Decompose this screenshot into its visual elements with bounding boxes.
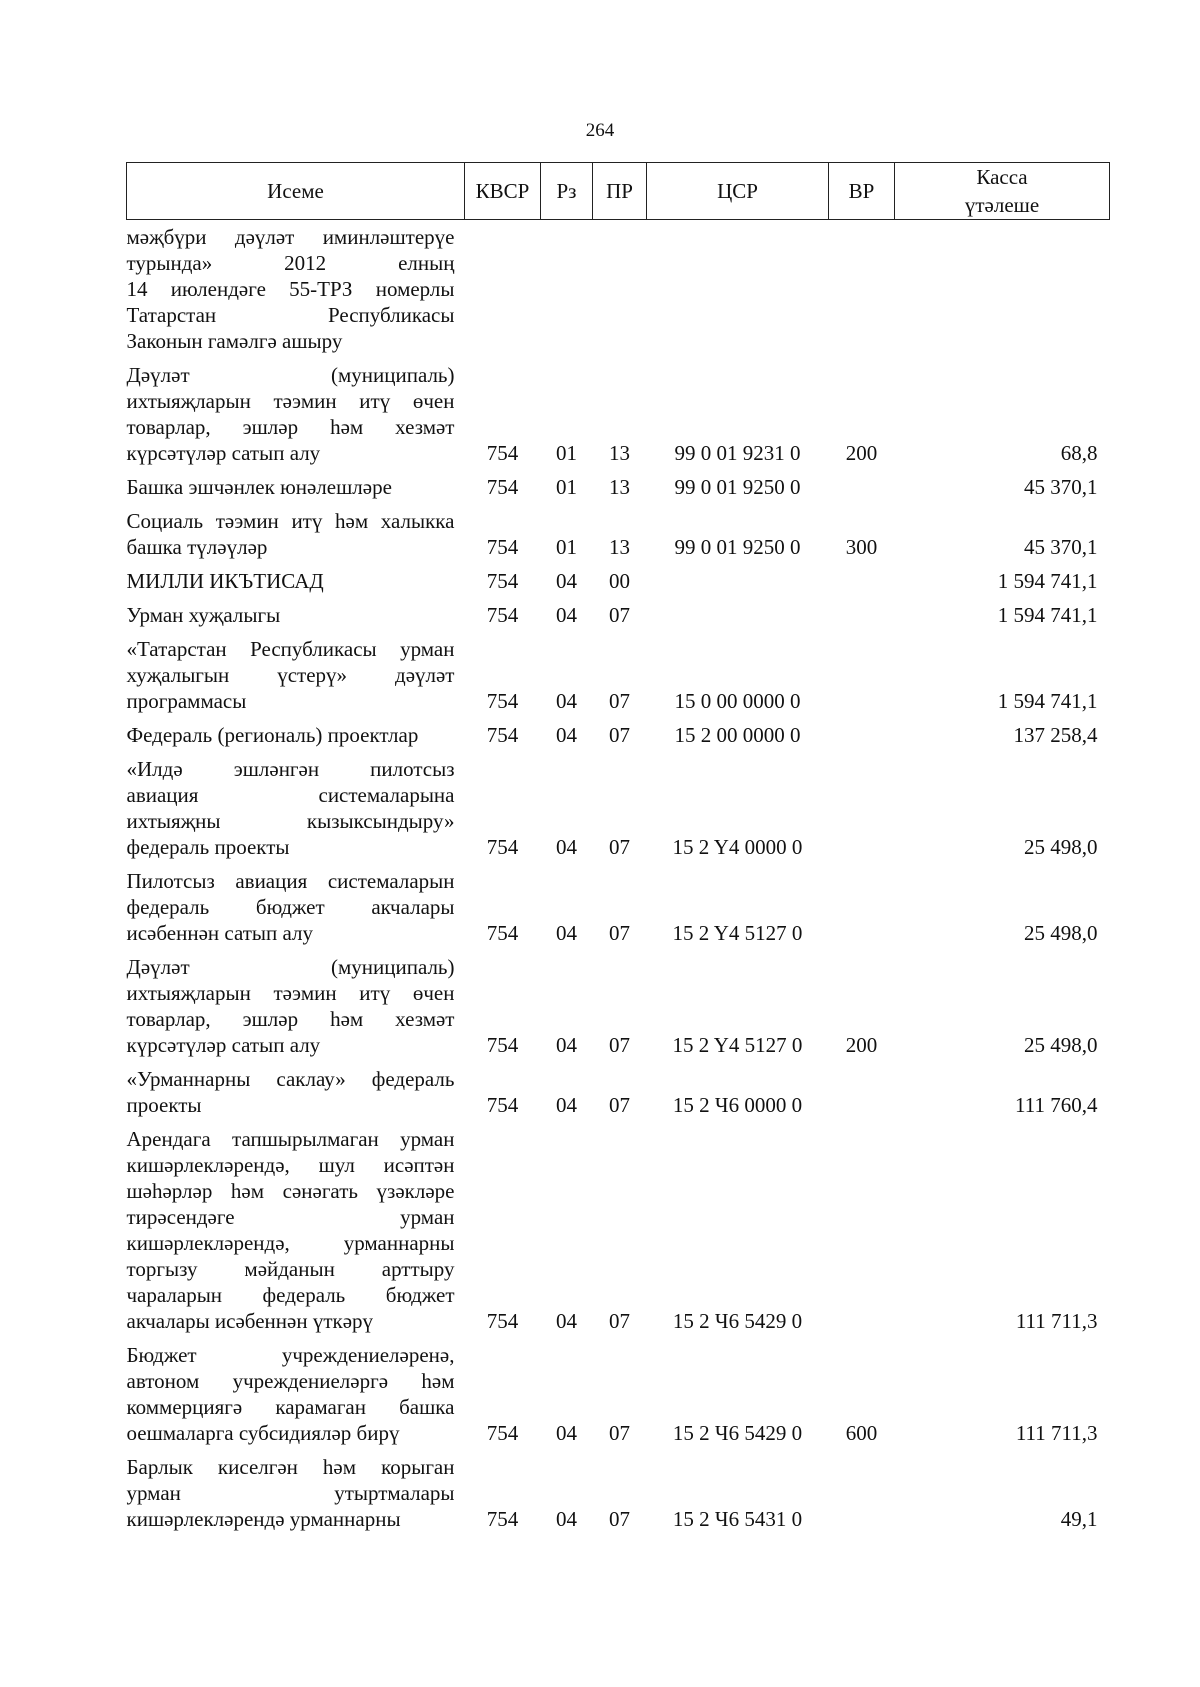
row-amount: 49,1 (1060, 1507, 1098, 1531)
row-name-line: урман утыртмалары (126, 1481, 455, 1505)
row-name-line: товарлар, эшләр һәм хезмәт (126, 1007, 455, 1031)
row-name-line: Дәүләт (муниципаль) (126, 955, 455, 979)
row-vr (829, 220, 895, 355)
row-csr: 15 2 Ч6 5429 0 (672, 1421, 803, 1445)
table-row (127, 220, 1110, 355)
row-kvsr: 754 (486, 475, 519, 499)
row-kvsr: 754 (486, 1093, 519, 1117)
row-csr: 15 0 00 0000 0 (674, 689, 801, 713)
row-kvsr: 754 (486, 1309, 519, 1333)
row-csr: 15 2 Y4 5127 0 (672, 1033, 803, 1057)
row-name (127, 560, 465, 594)
row-csr: 99 0 01 9250 0 (674, 535, 801, 559)
table-row (127, 1446, 1110, 1532)
row-vr: 600 (845, 1421, 878, 1445)
row-vr (829, 466, 895, 500)
row-rz: 04 (556, 1033, 577, 1057)
row-rz: 04 (556, 1093, 577, 1117)
row-name-line: федераль бюджет акчалары (126, 895, 455, 919)
row-name-line: мәҗбүри дәүләт иминләштерүе (126, 225, 455, 249)
row-name-line: авиация системаларына (126, 783, 455, 807)
row-vr (829, 628, 895, 714)
row-vr: 200 (845, 1033, 878, 1057)
row-name (127, 466, 465, 500)
row-rz: 04 (556, 569, 577, 593)
row-name-line: кишәрлекләрендә, шул исәптән (126, 1153, 455, 1177)
row-csr: 99 0 01 9250 0 (674, 475, 801, 499)
row-name-line: күрсәтүләр сатып алу (126, 1033, 321, 1057)
row-amount: 25 498,0 (1024, 1033, 1098, 1057)
row-name (127, 220, 465, 355)
row-kvsr: 754 (486, 535, 519, 559)
table-row (127, 628, 1110, 714)
row-name-line: федераль проекты (126, 835, 290, 859)
row-pr: 07 (609, 603, 630, 627)
row-csr (647, 220, 829, 355)
row-kvsr: 754 (486, 723, 519, 747)
row-pr: 13 (609, 535, 630, 559)
row-name-line: Урман хуҗалыгы (126, 603, 281, 627)
row-name (127, 500, 465, 560)
row-name-line: коммерциягә карамаган башка (126, 1395, 455, 1419)
row-name-line: Законын гамәлгә ашыру (126, 329, 343, 353)
row-amount: 111 711,3 (1015, 1309, 1098, 1333)
row-rz: 04 (556, 835, 577, 859)
header-amount (895, 163, 1110, 220)
row-name-line: хуҗалыгын үстерү» дәүләт (126, 663, 455, 687)
row-amount: 137 258,4 (1013, 723, 1098, 747)
header-amount-line1: Касса (976, 165, 1028, 189)
row-csr: 15 2 Ч6 5431 0 (672, 1507, 803, 1531)
table-row (127, 748, 1110, 860)
row-rz: 04 (556, 921, 577, 945)
row-name-line: акчалары исәбеннән үткәрү (126, 1309, 374, 1333)
row-pr: 07 (609, 1033, 630, 1057)
row-csr (647, 560, 829, 594)
table-row (127, 946, 1110, 1058)
row-pr (593, 220, 647, 355)
row-pr: 13 (609, 475, 630, 499)
header-name: Исеме (127, 163, 465, 220)
row-pr: 07 (609, 921, 630, 945)
header-amount-line2: үтәлеше (964, 193, 1040, 217)
table-row (127, 714, 1110, 748)
page-number: 264 (585, 120, 615, 141)
row-kvsr: 754 (486, 1507, 519, 1531)
row-name (127, 860, 465, 946)
row-name (127, 1334, 465, 1446)
row-name (127, 714, 465, 748)
row-name-line: турында» 2012 елның (126, 251, 455, 275)
row-rz: 04 (556, 1421, 577, 1445)
row-pr: 07 (609, 723, 630, 747)
row-name-line: Федераль (региональ) проектлар (126, 723, 419, 747)
row-name-line: Дәүләт (муниципаль) (126, 363, 455, 387)
row-vr: 200 (845, 441, 878, 465)
table-row (127, 1334, 1110, 1446)
row-name-line: оешмаларга субсидияләр бирү (126, 1421, 400, 1445)
row-csr: 15 2 Y4 0000 0 (672, 835, 803, 859)
header-rz: Рз (541, 163, 593, 220)
row-kvsr: 754 (486, 689, 519, 713)
row-name-line: Башка эшчәнлек юнәлешләре (126, 475, 392, 499)
row-amount: 45 370,1 (1024, 475, 1098, 499)
row-pr: 07 (609, 1093, 630, 1117)
row-rz: 04 (556, 603, 577, 627)
row-name-line: проекты (126, 1093, 202, 1117)
row-vr (829, 1118, 895, 1334)
row-rz: 04 (556, 689, 577, 713)
budget-table (126, 162, 1110, 1532)
row-name-line: тирәсендәге урман (126, 1205, 455, 1229)
row-vr (829, 860, 895, 946)
table-row (127, 1118, 1110, 1334)
row-rz: 04 (556, 723, 577, 747)
row-name-line: кишәрлекләрендә, урманнарны (126, 1231, 455, 1255)
row-name (127, 1118, 465, 1334)
row-kvsr (465, 220, 541, 355)
row-name-line: «Татарстан Республикасы урман (126, 637, 455, 661)
row-rz: 01 (556, 441, 577, 465)
row-name-line: Пилотсыз авиация системаларын (126, 869, 455, 893)
row-vr (829, 594, 895, 628)
row-rz: 01 (556, 475, 577, 499)
row-name-line: Арендага тапшырылмаган урман (126, 1127, 455, 1151)
row-kvsr: 754 (486, 603, 519, 627)
row-name (127, 748, 465, 860)
table-row (127, 466, 1110, 500)
row-name-line: кишәрлекләрендә урманнарны (126, 1507, 401, 1531)
row-vr: 300 (845, 535, 878, 559)
row-kvsr: 754 (486, 441, 519, 465)
row-pr: 07 (609, 1309, 630, 1333)
header-csr: ЦСР (647, 163, 829, 220)
row-name-line: Социаль тәэмин итү һәм халыкка (126, 509, 455, 533)
row-rz: 04 (556, 1507, 577, 1531)
table-row (127, 560, 1110, 594)
table-row (127, 860, 1110, 946)
row-vr (829, 714, 895, 748)
row-name-line: чараларын федераль бюджет (126, 1283, 455, 1307)
row-pr: 07 (609, 689, 630, 713)
header-pr: ПР (593, 163, 647, 220)
row-amount: 25 498,0 (1024, 921, 1098, 945)
row-name-line: исәбеннән сатып алу (126, 921, 314, 945)
table-row (127, 1058, 1110, 1118)
row-name-line: МИЛЛИ ИКЪТИСАД (126, 569, 324, 593)
row-kvsr: 754 (486, 921, 519, 945)
row-csr: 15 2 Ч6 5429 0 (672, 1309, 803, 1333)
row-name-line: торгызу мәйданын арттыру (126, 1257, 455, 1281)
row-name-line: башка түләүләр (126, 535, 268, 559)
row-amount: 111 711,3 (1015, 1421, 1098, 1445)
row-name (127, 628, 465, 714)
row-amount: 1 594 741,1 (997, 689, 1098, 713)
row-name (127, 354, 465, 466)
row-name-line: ихтыяҗны кызыксындыру» (126, 809, 455, 833)
row-name-line: күрсәтүләр сатып алу (126, 441, 321, 465)
row-pr: 07 (609, 1507, 630, 1531)
row-amount: 68,8 (1060, 441, 1098, 465)
row-kvsr: 754 (486, 1033, 519, 1057)
table-body (127, 220, 1110, 1533)
row-name (127, 946, 465, 1058)
header-vr: ВР (829, 163, 895, 220)
row-amount: 45 370,1 (1024, 535, 1098, 559)
row-name-line: Бюджет учреждениеләренә, (126, 1343, 455, 1367)
row-amount (895, 220, 1110, 355)
row-amount: 25 498,0 (1024, 835, 1098, 859)
table-header (127, 163, 1110, 220)
row-amount: 1 594 741,1 (997, 569, 1098, 593)
row-rz (541, 220, 593, 355)
table-row (127, 354, 1110, 466)
row-name-line: шәһәрләр һәм сәнәгать үзәкләре (126, 1179, 455, 1203)
row-name-line: ихтыяҗларын тәэмин итү өчен (126, 389, 455, 413)
row-csr (647, 594, 829, 628)
row-kvsr: 754 (486, 835, 519, 859)
row-name-line: «Урманнарны саклау» федераль (126, 1067, 455, 1091)
row-csr: 15 2 Y4 5127 0 (672, 921, 803, 945)
row-pr: 00 (609, 569, 630, 593)
row-csr: 15 2 00 0000 0 (674, 723, 801, 747)
row-name-line: «Илдә эшләнгән пилотсыз (126, 757, 455, 781)
row-name-line: Татарстан Республикасы (126, 303, 455, 327)
row-name-line: ихтыяҗларын тәэмин итү өчен (126, 981, 455, 1005)
row-amount: 1 594 741,1 (997, 603, 1098, 627)
row-vr (829, 748, 895, 860)
row-name-line: программасы (126, 689, 247, 713)
row-name-line: Барлык киселгән һәм корыган (126, 1455, 455, 1479)
row-name (127, 1058, 465, 1118)
row-rz: 04 (556, 1309, 577, 1333)
row-pr: 07 (609, 835, 630, 859)
row-name-line: автоном учреждениеләргә һәм (126, 1369, 455, 1393)
row-name (127, 1446, 465, 1532)
row-amount: 111 760,4 (1015, 1093, 1098, 1117)
table-row (127, 594, 1110, 628)
row-csr: 15 2 Ч6 0000 0 (672, 1093, 803, 1117)
row-name-line: товарлар, эшләр һәм хезмәт (126, 415, 455, 439)
row-vr (829, 560, 895, 594)
header-kvsr: КВСР (465, 163, 541, 220)
row-name-line: 14 июлендәге 55-ТРЗ номерлы (126, 277, 455, 301)
row-pr: 13 (609, 441, 630, 465)
row-pr: 07 (609, 1421, 630, 1445)
row-kvsr: 754 (486, 569, 519, 593)
row-name (127, 594, 465, 628)
row-vr (829, 1058, 895, 1118)
row-kvsr: 754 (486, 1421, 519, 1445)
table-row (127, 500, 1110, 560)
row-rz: 01 (556, 535, 577, 559)
row-vr (829, 1446, 895, 1532)
row-csr: 99 0 01 9231 0 (674, 441, 801, 465)
